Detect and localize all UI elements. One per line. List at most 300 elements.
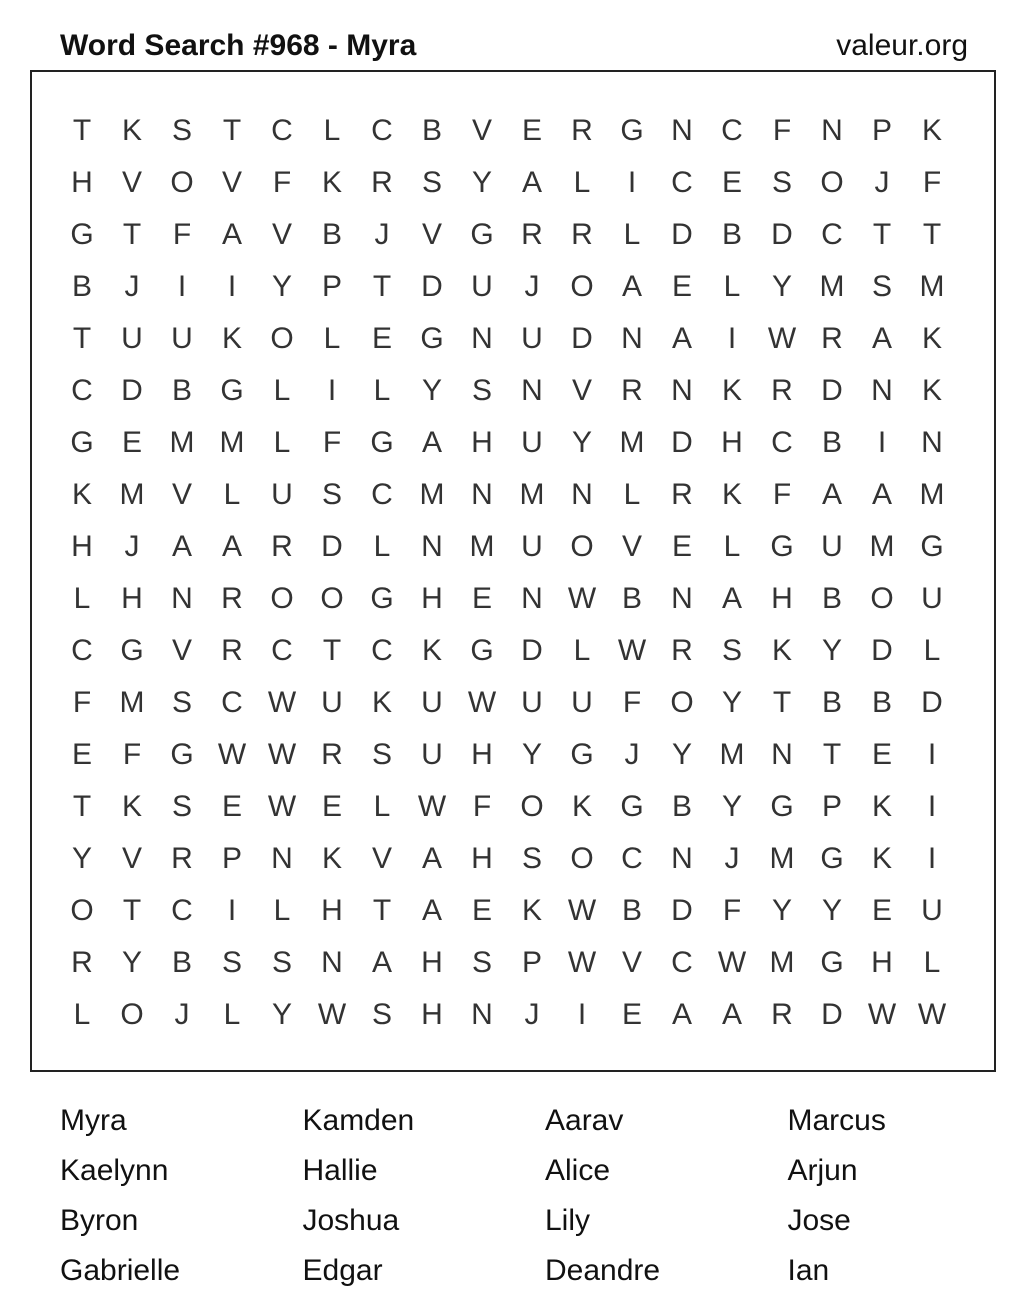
grid-letter: B xyxy=(71,270,92,303)
grid-letter: N xyxy=(821,114,843,147)
grid-letter: E xyxy=(671,530,692,563)
grid-letter: T xyxy=(72,114,92,147)
grid-letter: F xyxy=(722,894,742,927)
grid-letter: L xyxy=(373,374,391,407)
grid-letter: S xyxy=(471,374,492,407)
grid-letter: J xyxy=(124,270,140,303)
grid-letter: E xyxy=(221,790,242,823)
grid-letter: L xyxy=(623,218,641,251)
grid-letter: R xyxy=(321,738,343,771)
grid-letter: L xyxy=(73,582,91,615)
grid-letter: P xyxy=(321,270,342,303)
grid-letter: S xyxy=(421,166,442,199)
grid-letter: T xyxy=(772,686,792,719)
grid-letter: T xyxy=(372,894,392,927)
grid-letter: T xyxy=(322,634,342,667)
grid-letter: N xyxy=(271,842,293,875)
grid-letter: H xyxy=(71,166,93,199)
grid-letter: N xyxy=(421,530,443,563)
grid-letter: V xyxy=(121,166,142,199)
grid-letter: D xyxy=(921,686,943,719)
grid-letter: S xyxy=(521,842,542,875)
grid-letter: O xyxy=(670,686,694,719)
grid-letter: S xyxy=(171,114,192,147)
word-list-item: Byron xyxy=(60,1204,139,1237)
grid-letter: Y xyxy=(771,894,792,927)
grid-letter: L xyxy=(73,998,91,1031)
word-list xyxy=(60,1096,1030,1296)
grid-letter: N xyxy=(621,322,643,355)
grid-letter: W xyxy=(617,634,647,667)
grid-letter: U xyxy=(421,738,443,771)
grid-letter: M xyxy=(469,530,495,563)
grid-letter: B xyxy=(821,582,842,615)
grid-letter: Y xyxy=(121,946,142,979)
grid-letter: G xyxy=(120,634,144,667)
grid-letter: H xyxy=(721,426,743,459)
grid-letter: R xyxy=(771,374,793,407)
grid-letter: N xyxy=(521,374,543,407)
grid-letter: J xyxy=(724,842,740,875)
grid-letter: H xyxy=(121,582,143,615)
grid-letter: L xyxy=(573,166,591,199)
grid-letter: G xyxy=(470,218,494,251)
grid-letter: G xyxy=(70,426,94,459)
grid-letter: K xyxy=(321,842,342,875)
grid-letter: D xyxy=(571,322,593,355)
grid-letter: B xyxy=(621,582,642,615)
grid-letter: V xyxy=(421,218,442,251)
grid-letter: W xyxy=(267,686,297,719)
grid-letter: K xyxy=(871,842,892,875)
grid-letter: B xyxy=(821,426,842,459)
grid-letter: D xyxy=(771,218,793,251)
grid-letter: F xyxy=(322,426,342,459)
grid-letter: T xyxy=(822,738,842,771)
grid-letter: S xyxy=(771,166,792,199)
grid-letter: O xyxy=(170,166,194,199)
grid-letter: S xyxy=(271,946,292,979)
grid-letter: K xyxy=(921,322,942,355)
grid-letter: B xyxy=(871,686,892,719)
grid-letter: W xyxy=(717,946,747,979)
grid-letter: K xyxy=(921,114,942,147)
grid-letter: Y xyxy=(821,894,842,927)
grid-letter: C xyxy=(71,634,93,667)
grid-letter: I xyxy=(927,842,937,875)
grid-letter: U xyxy=(921,582,943,615)
grid-letter: I xyxy=(877,426,887,459)
grid-letter: R xyxy=(521,218,543,251)
grid-letter: S xyxy=(471,946,492,979)
grid-letter: U xyxy=(421,686,443,719)
grid-letter: W xyxy=(867,998,897,1031)
grid-letter: N xyxy=(521,582,543,615)
grid-letter: K xyxy=(571,790,592,823)
grid-letter: I xyxy=(177,270,187,303)
grid-letter: J xyxy=(524,270,540,303)
grid-letter: N xyxy=(321,946,343,979)
grid-letter: M xyxy=(819,270,845,303)
grid-letter: A xyxy=(421,894,442,927)
grid-letter: L xyxy=(623,478,641,511)
grid-letter: K xyxy=(71,478,92,511)
grid-letter: L xyxy=(223,478,241,511)
grid-letter: K xyxy=(721,374,742,407)
grid-letter: L xyxy=(373,530,391,563)
puzzle-title: Word Search #968 - Myra xyxy=(60,29,417,62)
grid-letter: G xyxy=(820,842,844,875)
grid-letter: W xyxy=(567,946,597,979)
grid-letter: U xyxy=(521,426,543,459)
grid-letter: T xyxy=(372,270,392,303)
grid-letter: U xyxy=(271,478,293,511)
grid-letter: K xyxy=(121,790,142,823)
grid-letter: R xyxy=(821,322,843,355)
grid-letter: B xyxy=(621,894,642,927)
grid-letter: G xyxy=(370,426,394,459)
grid-letter: C xyxy=(271,634,293,667)
grid-letter: U xyxy=(521,686,543,719)
grid-letter: J xyxy=(124,530,140,563)
grid-letter: M xyxy=(769,842,795,875)
grid-letter: W xyxy=(767,322,797,355)
word-list-item: Kaelynn xyxy=(60,1154,169,1187)
grid-letter: M xyxy=(719,738,745,771)
grid-letter: P xyxy=(221,842,242,875)
grid-letter: R xyxy=(571,114,593,147)
grid-letter: D xyxy=(671,426,693,459)
grid-letter: U xyxy=(571,686,593,719)
grid-letter: S xyxy=(371,738,392,771)
grid-letter: F xyxy=(922,166,942,199)
grid-letter: U xyxy=(321,686,343,719)
grid-letter: B xyxy=(721,218,742,251)
word-list-item: Alice xyxy=(545,1154,611,1187)
grid-letter: H xyxy=(321,894,343,927)
grid-letter: V xyxy=(171,634,192,667)
grid-letter: B xyxy=(321,218,342,251)
grid-letter: N xyxy=(171,582,193,615)
grid-letter: A xyxy=(671,998,692,1031)
grid-letter: R xyxy=(221,582,243,615)
grid-letter: L xyxy=(323,322,341,355)
grid-letter: L xyxy=(573,634,591,667)
grid-letter: V xyxy=(221,166,242,199)
grid-letter: G xyxy=(70,218,94,251)
grid-letter: I xyxy=(577,998,587,1031)
grid-letter: I xyxy=(927,738,937,771)
word-list-item: Deandre xyxy=(545,1254,661,1287)
grid-letter: D xyxy=(521,634,543,667)
grid-letter: A xyxy=(871,478,892,511)
grid-letter: I xyxy=(727,322,737,355)
grid-letter: N xyxy=(921,426,943,459)
grid-letter: F xyxy=(772,114,792,147)
grid-letter: Y xyxy=(771,270,792,303)
grid-letter: O xyxy=(570,842,594,875)
grid-letter: U xyxy=(921,894,943,927)
grid-letter: M xyxy=(219,426,245,459)
grid-letter: Y xyxy=(471,166,492,199)
word-list-item: Hallie xyxy=(302,1154,378,1187)
grid-letter: L xyxy=(323,114,341,147)
grid-letter: A xyxy=(421,842,442,875)
grid-letter: D xyxy=(321,530,343,563)
grid-letter: F xyxy=(172,218,192,251)
grid-letter: E xyxy=(521,114,542,147)
word-list-item: Arjun xyxy=(787,1154,858,1187)
grid-letter: O xyxy=(570,530,594,563)
grid-letter: E xyxy=(671,270,692,303)
grid-letter: L xyxy=(273,426,291,459)
grid-letter: R xyxy=(571,218,593,251)
grid-letter: F xyxy=(122,738,142,771)
grid-letter: G xyxy=(620,790,644,823)
grid-letter: P xyxy=(871,114,892,147)
grid-letter: B xyxy=(171,374,192,407)
grid-letter: S xyxy=(321,478,342,511)
grid-letter: C xyxy=(671,946,693,979)
grid-letter: G xyxy=(220,374,244,407)
grid-letter: A xyxy=(721,998,742,1031)
grid-letter: N xyxy=(471,322,493,355)
grid-letter: S xyxy=(171,686,192,719)
grid-letter: J xyxy=(374,218,390,251)
grid-letter: O xyxy=(520,790,544,823)
grid-letter: L xyxy=(373,790,391,823)
grid-letter: J xyxy=(624,738,640,771)
grid-letter: N xyxy=(471,998,493,1031)
grid-letter: O xyxy=(70,894,94,927)
grid-letter: U xyxy=(821,530,843,563)
grid-letter: N xyxy=(571,478,593,511)
word-list-item: Aarav xyxy=(545,1104,624,1137)
grid-letter: K xyxy=(321,166,342,199)
grid-letter: N xyxy=(871,374,893,407)
grid-letter: A xyxy=(221,218,242,251)
grid-letter: R xyxy=(671,478,693,511)
word-list-item: Lily xyxy=(545,1204,591,1237)
grid-letter: J xyxy=(524,998,540,1031)
grid-letter: O xyxy=(820,166,844,199)
grid-letter: R xyxy=(171,842,193,875)
site-name: valeur.org xyxy=(836,29,968,62)
word-list-item: Gabrielle xyxy=(60,1254,181,1287)
grid-letter: W xyxy=(567,582,597,615)
grid-letter: O xyxy=(320,582,344,615)
grid-letter: L xyxy=(223,998,241,1031)
grid-letter: C xyxy=(371,634,393,667)
grid-letter: C xyxy=(271,114,293,147)
grid-letter: W xyxy=(267,738,297,771)
grid-letter: V xyxy=(471,114,492,147)
grid-letter: W xyxy=(917,998,947,1031)
grid-letter: O xyxy=(870,582,894,615)
grid-letter: N xyxy=(771,738,793,771)
grid-letter: Y xyxy=(821,634,842,667)
grid-letter: Y xyxy=(721,686,742,719)
grid-letter: N xyxy=(671,114,693,147)
grid-letter: V xyxy=(371,842,392,875)
grid-letter: M xyxy=(869,530,895,563)
grid-letter: W xyxy=(267,790,297,823)
grid-letter: H xyxy=(471,738,493,771)
grid-letter: M xyxy=(419,478,445,511)
grid-letter: H xyxy=(471,842,493,875)
grid-letter: C xyxy=(621,842,643,875)
grid-letter: G xyxy=(470,634,494,667)
grid-letter: A xyxy=(671,322,692,355)
grid-letter: Y xyxy=(271,998,292,1031)
grid-letter: M xyxy=(619,426,645,459)
grid-letter: H xyxy=(421,998,443,1031)
grid-letter: U xyxy=(171,322,193,355)
grid-letter: W xyxy=(317,998,347,1031)
grid-letter: L xyxy=(723,270,741,303)
grid-letter: Y xyxy=(521,738,542,771)
grid-letter: E xyxy=(471,582,492,615)
grid-letter: M xyxy=(169,426,195,459)
grid-letter: K xyxy=(721,478,742,511)
grid-letter: U xyxy=(121,322,143,355)
grid-letter: G xyxy=(770,530,794,563)
grid-letter: O xyxy=(570,270,594,303)
grid-letter: J xyxy=(174,998,190,1031)
grid-letter: R xyxy=(621,374,643,407)
grid-letter: V xyxy=(621,530,642,563)
grid-letter: V xyxy=(571,374,592,407)
grid-letter: E xyxy=(871,738,892,771)
grid-letter: K xyxy=(421,634,442,667)
grid-letter: H xyxy=(871,946,893,979)
grid-letter: Y xyxy=(71,842,92,875)
grid-letter: U xyxy=(521,530,543,563)
grid-letter: V xyxy=(621,946,642,979)
grid-letter: F xyxy=(772,478,792,511)
grid-letter: O xyxy=(120,998,144,1031)
grid-letter: C xyxy=(371,114,393,147)
grid-letter: H xyxy=(421,946,443,979)
grid-letter: N xyxy=(471,478,493,511)
grid-letter: B xyxy=(821,686,842,719)
word-list-item: Marcus xyxy=(787,1104,886,1137)
grid-letter: A xyxy=(521,166,542,199)
grid-letter: D xyxy=(671,218,693,251)
grid-letter: S xyxy=(871,270,892,303)
grid-letter: S xyxy=(221,946,242,979)
grid-letter: B xyxy=(421,114,442,147)
grid-letter: A xyxy=(221,530,242,563)
grid-letter: S xyxy=(371,998,392,1031)
grid-letter: H xyxy=(771,582,793,615)
grid-letter: V xyxy=(121,842,142,875)
grid-letter: F xyxy=(622,686,642,719)
grid-letter: V xyxy=(171,478,192,511)
grid-letter: L xyxy=(723,530,741,563)
grid-letter: I xyxy=(327,374,337,407)
grid-letter: L xyxy=(273,374,291,407)
grid-letter: Y xyxy=(421,374,442,407)
grid-letter: A xyxy=(871,322,892,355)
grid-letter: H xyxy=(71,530,93,563)
grid-letter: F xyxy=(272,166,292,199)
grid-letter: W xyxy=(417,790,447,823)
grid-letter: T xyxy=(72,790,92,823)
letter-grid xyxy=(57,105,957,1041)
grid-letter: L xyxy=(273,894,291,927)
grid-letter: G xyxy=(420,322,444,355)
grid-letter: E xyxy=(121,426,142,459)
grid-letter: E xyxy=(721,166,742,199)
word-list-item: Edgar xyxy=(302,1254,383,1287)
grid-letter: A xyxy=(171,530,192,563)
grid-letter: C xyxy=(221,686,243,719)
word-list-item: Ian xyxy=(787,1254,830,1287)
grid-letter: H xyxy=(421,582,443,615)
grid-letter: M xyxy=(519,478,545,511)
grid-letter: T xyxy=(122,894,142,927)
grid-letter: M xyxy=(769,946,795,979)
grid-letter: M xyxy=(119,478,145,511)
grid-letter: G xyxy=(770,790,794,823)
grid-letter: P xyxy=(821,790,842,823)
grid-letter: M xyxy=(919,270,945,303)
grid-letter: C xyxy=(771,426,793,459)
grid-letter: Y xyxy=(571,426,592,459)
grid-letter: E xyxy=(371,322,392,355)
grid-letter: C xyxy=(671,166,693,199)
grid-letter: I xyxy=(627,166,637,199)
grid-letter: I xyxy=(227,270,237,303)
grid-letter: G xyxy=(570,738,594,771)
grid-letter: E xyxy=(71,738,92,771)
grid-letter: Y xyxy=(721,790,742,823)
grid-letter: K xyxy=(871,790,892,823)
grid-letter: A xyxy=(821,478,842,511)
grid-letter: T xyxy=(122,218,142,251)
grid-letter: M xyxy=(919,478,945,511)
grid-letter: D xyxy=(421,270,443,303)
grid-letter: K xyxy=(521,894,542,927)
word-list-item: Myra xyxy=(60,1104,127,1137)
grid-letter: C xyxy=(71,374,93,407)
grid-letter: T xyxy=(872,218,892,251)
grid-letter: V xyxy=(271,218,292,251)
grid-letter: K xyxy=(121,114,142,147)
grid-letter: G xyxy=(170,738,194,771)
grid-letter: A xyxy=(621,270,642,303)
grid-letter: A xyxy=(421,426,442,459)
grid-letter: R xyxy=(271,530,293,563)
grid-letter: B xyxy=(171,946,192,979)
grid-letter: L xyxy=(923,946,941,979)
grid-letter: F xyxy=(472,790,492,823)
grid-letter: D xyxy=(871,634,893,667)
grid-letter: G xyxy=(920,530,944,563)
grid-letter: F xyxy=(72,686,92,719)
grid-letter: D xyxy=(821,998,843,1031)
grid-letter: T xyxy=(72,322,92,355)
grid-letter: S xyxy=(171,790,192,823)
grid-letter: K xyxy=(921,374,942,407)
grid-letter: E xyxy=(871,894,892,927)
grid-letter: E xyxy=(321,790,342,823)
word-list-item: Joshua xyxy=(302,1204,400,1237)
grid-letter: W xyxy=(567,894,597,927)
grid-letter: N xyxy=(671,582,693,615)
grid-letter: K xyxy=(771,634,792,667)
